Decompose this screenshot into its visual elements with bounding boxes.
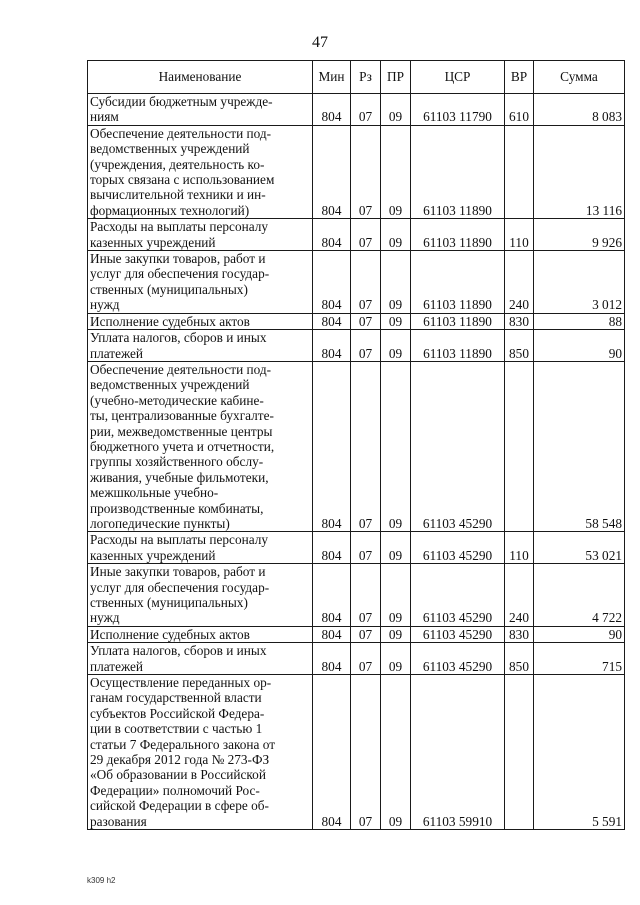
table-row — [88, 361, 625, 531]
table-row — [88, 675, 625, 830]
cell-min: 804 — [313, 675, 351, 830]
cell-csr: 61103 45290 — [411, 564, 505, 627]
table-row — [88, 626, 625, 642]
cell-csr: 61103 11790 — [411, 94, 505, 126]
table-header-row — [88, 61, 625, 94]
cell-name: Расходы на выплаты персоналу казенных учреждений — [88, 532, 313, 564]
cell-rz: 07 — [351, 313, 381, 329]
cell-pr: 09 — [381, 219, 411, 251]
cell-pr: 09 — [381, 330, 411, 362]
cell-vr: 240 — [505, 251, 534, 314]
cell-csr: 61103 59910 — [411, 675, 505, 830]
cell-sum: 715 — [534, 643, 625, 675]
cell-csr: 61103 45290 — [411, 532, 505, 564]
cell-sum: 3 012 — [534, 251, 625, 314]
cell-csr: 61103 11890 — [411, 251, 505, 314]
cell-rz: 07 — [351, 564, 381, 627]
table-row — [88, 564, 625, 627]
cell-csr: 61103 11890 — [411, 219, 505, 251]
cell-csr: 61103 11890 — [411, 313, 505, 329]
cell-name: Расходы на выплаты персоналу казенных учреждений — [88, 219, 313, 251]
table-row — [88, 313, 625, 329]
cell-sum: 90 — [534, 626, 625, 642]
cell-sum: 5 591 — [534, 675, 625, 830]
cell-vr: 830 — [505, 313, 534, 329]
header-csr: ЦСР — [411, 61, 505, 94]
cell-rz: 07 — [351, 251, 381, 314]
header-name: Наименование — [88, 61, 313, 94]
cell-min: 804 — [313, 361, 351, 531]
cell-csr: 61103 45290 — [411, 626, 505, 642]
header-min: Мин — [313, 61, 351, 94]
cell-rz: 07 — [351, 675, 381, 830]
cell-name: Иные закупки товаров, работ и услуг для обеспечения государ- ственных (муниципальных) нужд — [88, 564, 313, 627]
cell-min: 804 — [313, 125, 351, 218]
cell-sum: 8 083 — [534, 94, 625, 126]
header-sum: Сумма — [534, 61, 625, 94]
cell-rz: 07 — [351, 330, 381, 362]
cell-vr — [505, 361, 534, 531]
cell-name: Иные закупки товаров, работ и услуг для обеспечения государ- ственных (муниципальных) нужд — [88, 251, 313, 314]
cell-pr: 09 — [381, 125, 411, 218]
cell-vr — [505, 675, 534, 830]
cell-vr: 110 — [505, 219, 534, 251]
cell-rz: 07 — [351, 626, 381, 642]
table-row — [88, 125, 625, 218]
cell-vr: 610 — [505, 94, 534, 126]
cell-csr: 61103 45290 — [411, 643, 505, 675]
table-row — [88, 643, 625, 675]
cell-rz: 07 — [351, 532, 381, 564]
cell-pr: 09 — [381, 643, 411, 675]
header-rz: Рз — [351, 61, 381, 94]
cell-min: 804 — [313, 643, 351, 675]
table-row — [88, 532, 625, 564]
cell-name: Уплата налогов, сборов и иных платежей — [88, 643, 313, 675]
cell-sum: 88 — [534, 313, 625, 329]
cell-rz: 07 — [351, 219, 381, 251]
cell-name: Обеспечение деятельности под- ведомственных учреждений (учреждения, деятельность ко- торых связана с использованием вычислительной техники и ин- формационных технологий) — [88, 125, 313, 218]
cell-rz: 07 — [351, 94, 381, 126]
cell-pr: 09 — [381, 361, 411, 531]
cell-sum: 13 116 — [534, 125, 625, 218]
cell-rz: 07 — [351, 125, 381, 218]
cell-vr: 850 — [505, 643, 534, 675]
cell-rz: 07 — [351, 643, 381, 675]
cell-name: Осуществление переданных ор- ганам государственной власти субъектов Российской Федера- ции в соответствии с частью 1 статьи 7 Федерального закона от 29 декабря 2012 года № 273-ФЗ «Об образовании в Российской Федерации» полномочий Рос- сийской Федерации в сфере об- разования — [88, 675, 313, 830]
cell-name: Субсидии бюджетным учрежде- ниям — [88, 94, 313, 126]
cell-pr: 09 — [381, 313, 411, 329]
budget-table — [87, 60, 625, 830]
cell-pr: 09 — [381, 532, 411, 564]
table-row — [88, 94, 625, 126]
cell-pr: 09 — [381, 626, 411, 642]
cell-csr: 61103 45290 — [411, 361, 505, 531]
cell-vr — [505, 125, 534, 218]
cell-vr: 850 — [505, 330, 534, 362]
cell-sum: 53 021 — [534, 532, 625, 564]
header-vr: ВР — [505, 61, 534, 94]
cell-name: Обеспечение деятельности под- ведомственных учреждений (учебно-методические кабине- ты, централизованные бухгалте- рии, межведомственные центры бюджетного учета и отчетности, группы хозяйственного обслу- живания, учебные фильмотеки, межшкольные учебно- производственные комбинаты, логопедические пункты) — [88, 361, 313, 531]
page-number: 47 — [312, 34, 328, 51]
cell-vr: 830 — [505, 626, 534, 642]
cell-pr: 09 — [381, 564, 411, 627]
cell-min: 804 — [313, 313, 351, 329]
table-row — [88, 219, 625, 251]
cell-rz: 07 — [351, 361, 381, 531]
cell-name: Уплата налогов, сборов и иных платежей — [88, 330, 313, 362]
cell-vr: 240 — [505, 564, 534, 627]
cell-vr: 110 — [505, 532, 534, 564]
cell-name: Исполнение судебных актов — [88, 626, 313, 642]
cell-csr: 61103 11890 — [411, 330, 505, 362]
table-row — [88, 251, 625, 314]
cell-min: 804 — [313, 94, 351, 126]
cell-sum: 4 722 — [534, 564, 625, 627]
table-body — [88, 94, 625, 830]
cell-min: 804 — [313, 532, 351, 564]
cell-sum: 58 548 — [534, 361, 625, 531]
cell-min: 804 — [313, 219, 351, 251]
cell-csr: 61103 11890 — [411, 125, 505, 218]
cell-sum: 9 926 — [534, 219, 625, 251]
cell-min: 804 — [313, 251, 351, 314]
cell-pr: 09 — [381, 251, 411, 314]
cell-min: 804 — [313, 330, 351, 362]
cell-name: Исполнение судебных актов — [88, 313, 313, 329]
cell-pr: 09 — [381, 94, 411, 126]
cell-sum: 90 — [534, 330, 625, 362]
cell-pr: 09 — [381, 675, 411, 830]
table-row — [88, 330, 625, 362]
header-pr: ПР — [381, 61, 411, 94]
cell-min: 804 — [313, 564, 351, 627]
footer-code: k309 h2 — [87, 876, 116, 885]
cell-min: 804 — [313, 626, 351, 642]
